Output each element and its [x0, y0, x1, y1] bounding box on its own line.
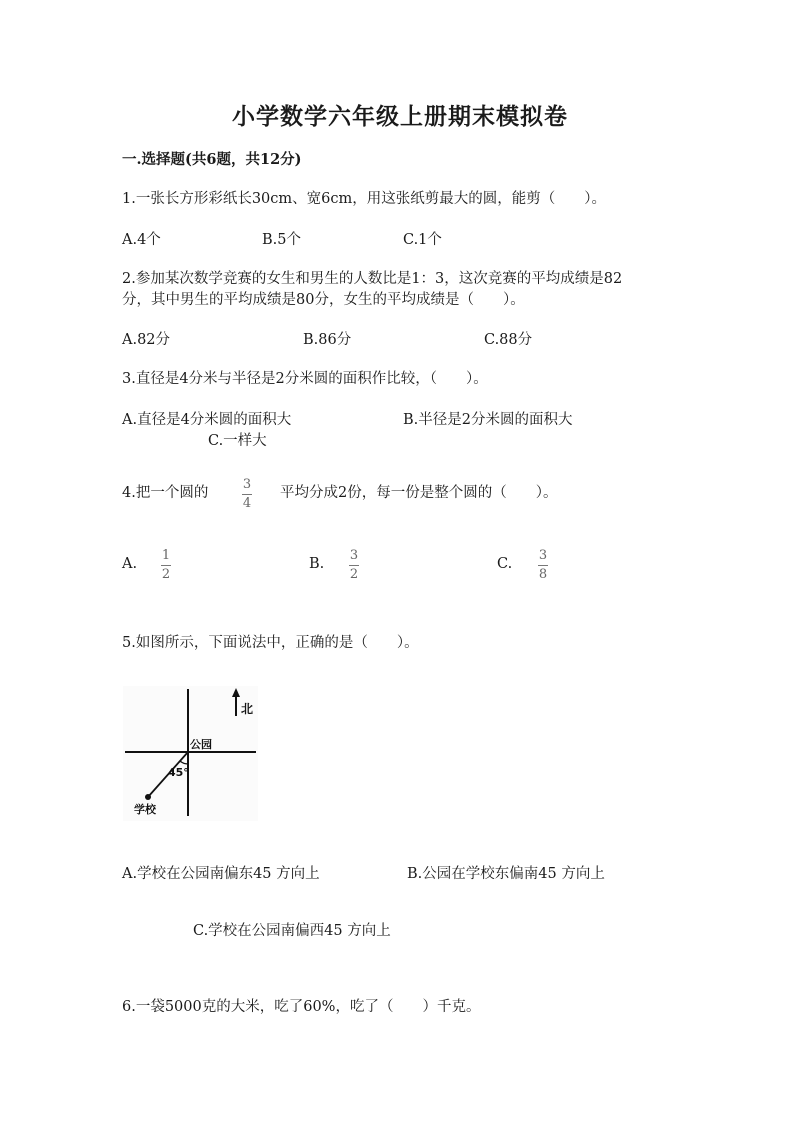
question-1-option-c: C.1个	[403, 232, 442, 248]
question-5-option-b: B.公园在学校东偏南45 方向上	[407, 866, 605, 882]
fraction-bar	[242, 494, 252, 495]
question-2-text-line2: 分，其中男生的平均成绩是80分，女生的平均成绩是（ ）。	[122, 292, 525, 308]
fraction-bar	[349, 565, 359, 566]
fraction-denominator: 2	[161, 567, 171, 582]
fraction-denominator: 8	[538, 567, 548, 582]
question-4-option-a-fraction	[161, 548, 171, 582]
fraction-numerator: 1	[161, 548, 171, 563]
fraction-denominator: 4	[242, 496, 252, 511]
question-2-text-line1: 2.参加某次数学竞赛的女生和男生的人数比是1：3，这次竞赛的平均成绩是82	[122, 271, 623, 287]
question-4-suffix: 平均分成2份，每一份是整个圆的（ ）。	[280, 485, 558, 501]
question-3-text: 3.直径是4分米与半径是2分米圆的面积作比较，（ ）。	[122, 371, 488, 387]
page-title: 小学数学六年级上册期末模拟卷	[232, 103, 568, 130]
question-4-prefix: 4.把一个圆的	[122, 485, 209, 501]
question-4-option-c-fraction	[538, 548, 548, 582]
question-3-option-c: C.一样大	[208, 433, 267, 449]
fraction-numerator: 3	[349, 548, 359, 563]
angle-arc	[180, 761, 188, 764]
north-arrow-head	[232, 688, 240, 697]
fraction-numerator: 3	[242, 477, 252, 492]
section-heading: 一.选择题(共6题，共12分)	[122, 151, 302, 168]
question-4-option-c-label: C.	[497, 556, 513, 572]
question-4-fraction	[242, 477, 252, 511]
fraction-bar	[161, 565, 171, 566]
question-1-option-a: A.4个	[122, 232, 161, 248]
question-5-text: 5.如图所示，下面说法中，正确的是（ ）。	[122, 635, 419, 651]
angle-label: 45°	[168, 766, 189, 779]
question-3-option-b: B.半径是2分米圆的面积大	[403, 412, 573, 428]
north-label: 北	[241, 702, 254, 716]
question-3-option-a: A.直径是4分米圆的面积大	[122, 412, 292, 428]
school-point	[145, 794, 151, 800]
question-2-option-a: A.82分	[122, 332, 171, 348]
question-1-option-b: B.5个	[262, 232, 301, 248]
fraction-denominator: 2	[349, 567, 359, 582]
school-label: 学校	[134, 803, 156, 816]
park-label: 公园	[190, 738, 212, 751]
question-2-option-c: C.88分	[484, 332, 533, 348]
question-4-option-b-label: B.	[309, 556, 325, 572]
direction-figure	[123, 686, 258, 821]
question-5-option-a: A.学校在公园南偏东45 方向上	[122, 866, 320, 882]
question-5-option-c: C.学校在公园南偏西45 方向上	[193, 923, 391, 939]
fraction-numerator: 3	[538, 548, 548, 563]
question-6-text: 6.一袋5000克的大米，吃了60%，吃了（ ）千克。	[122, 999, 481, 1015]
question-2-option-b: B.86分	[303, 332, 352, 348]
question-1-text: 1.一张长方形彩纸长30cm、宽6cm，用这张纸剪最大的圆，能剪（ ）。	[122, 191, 606, 207]
fraction-bar	[538, 565, 548, 566]
question-4-option-b-fraction	[349, 548, 359, 582]
direction-diagram	[123, 686, 258, 821]
question-4-option-a-label: A.	[122, 556, 138, 572]
